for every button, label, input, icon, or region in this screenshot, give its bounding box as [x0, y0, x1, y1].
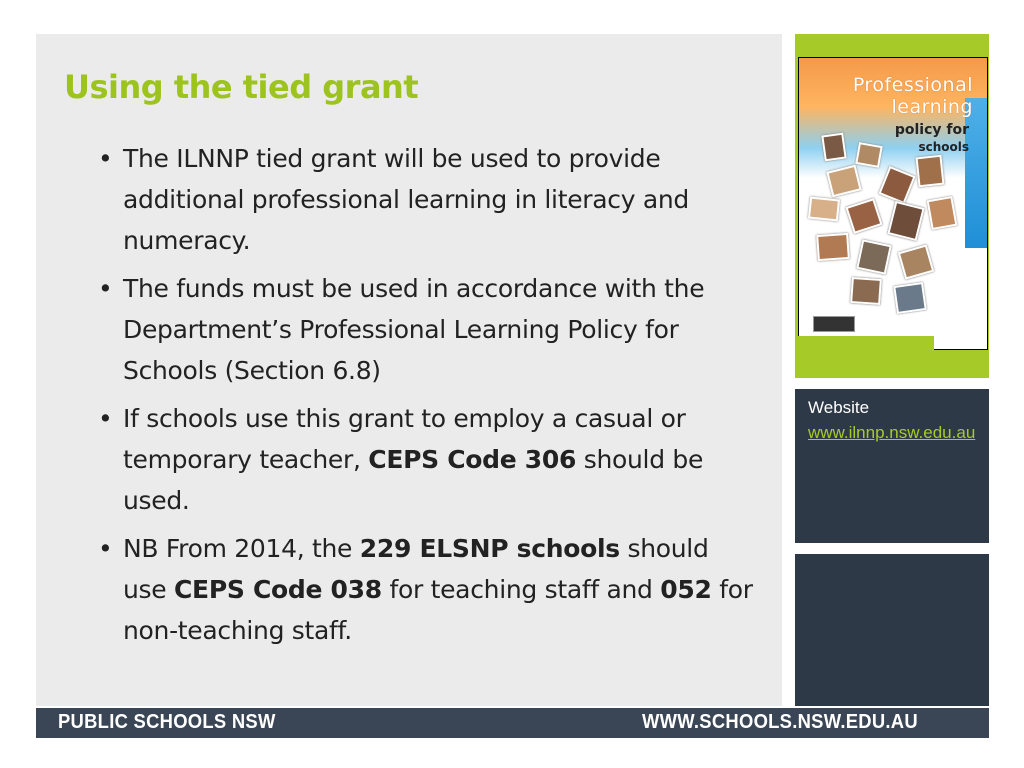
cover-photo [808, 196, 840, 221]
cover-logo [813, 316, 855, 332]
bullet-list [98, 138, 758, 658]
cover-title-line2: learning [891, 96, 973, 118]
bullet-emphasis: CEPS Code 038 [174, 575, 382, 604]
footer-url: WWW.SCHOOLS.NSW.EDU.AU [642, 711, 918, 733]
bullet-emphasis: 052 [660, 575, 712, 604]
cover-photo [893, 282, 927, 314]
bullet-text: for teaching staff and [381, 575, 661, 604]
cover-photo [916, 155, 945, 188]
cover-photo [816, 233, 850, 261]
bullet-item [98, 528, 758, 651]
website-link[interactable]: www.ilnnp.nsw.edu.au [808, 423, 976, 442]
website-panel [795, 389, 989, 543]
bullet-text: The ILNNP tied grant will be used to provide additional professional learning in literacy and numeracy. [123, 144, 689, 255]
website-label: Website [808, 398, 870, 417]
cover-photo [887, 201, 924, 241]
bullet-emphasis: 229 ELSNP schools [359, 534, 620, 563]
bullet-text: for non-teaching staff. [123, 575, 753, 645]
cover-photo [845, 198, 882, 234]
cover-blue-strip [965, 98, 987, 248]
cover-photo [821, 133, 846, 162]
bullet-emphasis: CEPS Code 306 [368, 445, 577, 474]
bullet-text: should use [123, 534, 709, 604]
cover-photo [855, 142, 882, 168]
cover-title-line3: policy for [894, 122, 969, 138]
cover-title-line1: Professional [852, 74, 973, 96]
cover-photo [850, 277, 882, 305]
bullet-text: NB From 2014, the [123, 534, 360, 563]
cover-title-line4: schools [918, 140, 969, 154]
cover-bottom-strip [798, 336, 934, 350]
cover-photo [927, 196, 958, 230]
bullet-item [98, 398, 758, 521]
content-panel [36, 34, 782, 706]
bullet-text: should be used. [123, 445, 704, 515]
cover-photo [856, 239, 892, 275]
cover-photo [826, 165, 861, 197]
cover-photo [898, 244, 935, 279]
bullet-item [98, 138, 758, 261]
footer-brand: PUBLIC SCHOOLS NSW [58, 711, 276, 733]
slide-title: Using the tied grant [64, 68, 419, 106]
policy-cover-image [798, 57, 988, 350]
empty-side-panel [795, 554, 989, 706]
bullet-item [98, 268, 758, 391]
footer-bar [36, 708, 989, 738]
bullet-text: The funds must be used in accordance with the Department’s Professional Learning Policy for Schools (Section 6.8) [123, 274, 705, 385]
bullet-text: If schools use this grant to employ a casual or temporary teacher, [123, 404, 686, 474]
